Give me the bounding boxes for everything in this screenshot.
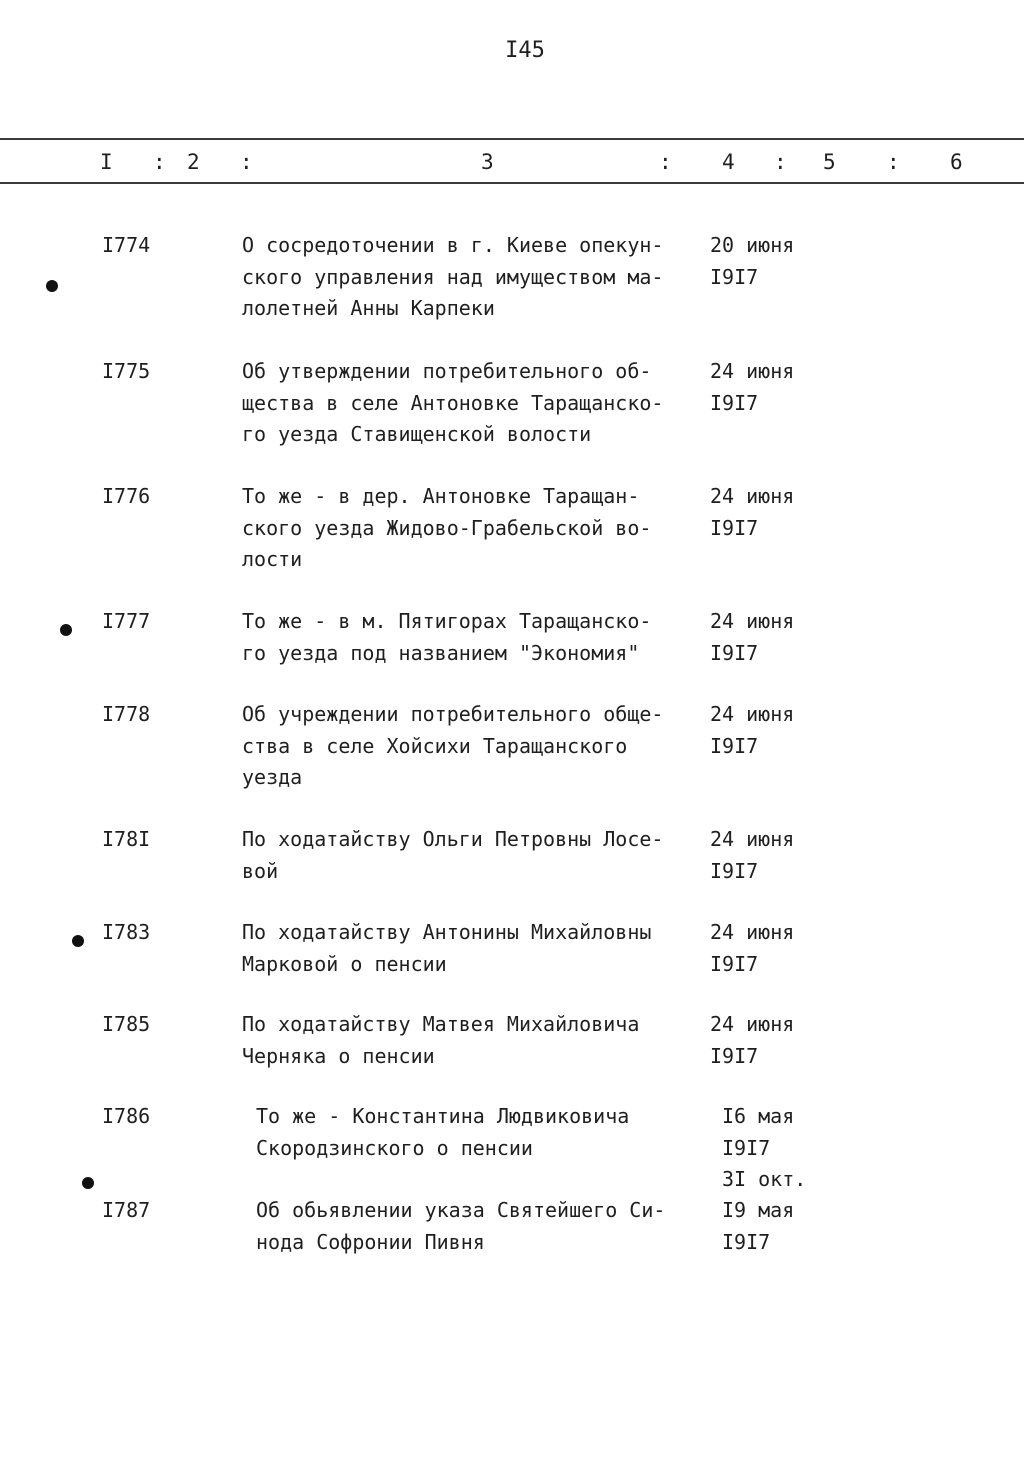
column-separator: : (240, 150, 253, 174)
column-separator: : (887, 150, 900, 174)
punch-hole-mark (46, 280, 58, 292)
record-date: 24 июня I9I7 (710, 359, 795, 415)
column-separator: : (153, 150, 166, 174)
record-date: 24 июня I9I7 (710, 609, 795, 665)
record-number: I775 (102, 359, 151, 383)
record-date: 24 июня I9I7 (710, 484, 795, 540)
record-title: Об обьявлении указа Святейшего Си- нода Софронии Пивня (256, 1198, 666, 1254)
punch-hole-mark (82, 1177, 94, 1189)
record-number: I785 (102, 1012, 151, 1036)
page-number: I45 (505, 38, 545, 63)
column-header-1: I (100, 150, 113, 174)
record-title: Об утверждении потребительного об- щества в селе Антоновке Таращанско- го уезда Ставищенской волости (242, 359, 664, 446)
punch-hole-mark (72, 935, 84, 947)
record-title: О сосредоточении в г. Киеве опекун- ского управления над имуществом ма- лолетней Анны Карпеки (242, 233, 664, 320)
column-header-4: 4 (722, 150, 735, 174)
record-date: I9 мая I9I7 (722, 1198, 795, 1254)
record-date: I6 мая I9I7 3I окт. (722, 1104, 807, 1191)
table-header-bottom-rule (0, 182, 1024, 184)
record-title: По ходатайству Антонины Михайловны Марковой о пенсии (242, 920, 652, 976)
record-date: 20 июня I9I7 (710, 233, 795, 289)
column-separator: : (659, 150, 672, 174)
record-number: I778 (102, 702, 151, 726)
column-header-3: 3 (481, 150, 494, 174)
record-date: 24 июня I9I7 (710, 920, 795, 976)
record-date: 24 июня I9I7 (710, 1012, 795, 1068)
record-number: I777 (102, 609, 151, 633)
record-title: То же - в дер. Антоновке Таращан- ского уезда Жидово-Грабельской во- лости (242, 484, 652, 571)
column-header-2: 2 (187, 150, 200, 174)
table-header-top-rule (0, 138, 1024, 140)
record-number: I776 (102, 484, 151, 508)
record-number: I78I (102, 827, 151, 851)
record-title: То же - Константина Людвиковича Скородзинского о пенсии (256, 1104, 630, 1160)
record-number: I786 (102, 1104, 151, 1128)
record-date: 24 июня I9I7 (710, 702, 795, 758)
record-title: Об учреждении потребительного обще- ства в селе Хойсихи Таращанского уезда (242, 702, 664, 789)
column-header-6: 6 (950, 150, 963, 174)
punch-hole-mark (60, 624, 72, 636)
record-title: То же - в м. Пятигорах Таращанско- го уезда под названием "Экономия" (242, 609, 652, 665)
record-title: По ходатайству Ольги Петровны Лосе- вой (242, 827, 664, 883)
record-number: I783 (102, 920, 151, 944)
column-header-5: 5 (823, 150, 836, 174)
record-number: I787 (102, 1198, 151, 1222)
record-number: I774 (102, 233, 151, 257)
record-title: По ходатайству Матвея Михайловича Черняка о пенсии (242, 1012, 640, 1068)
record-date: 24 июня I9I7 (710, 827, 795, 883)
column-separator: : (774, 150, 787, 174)
